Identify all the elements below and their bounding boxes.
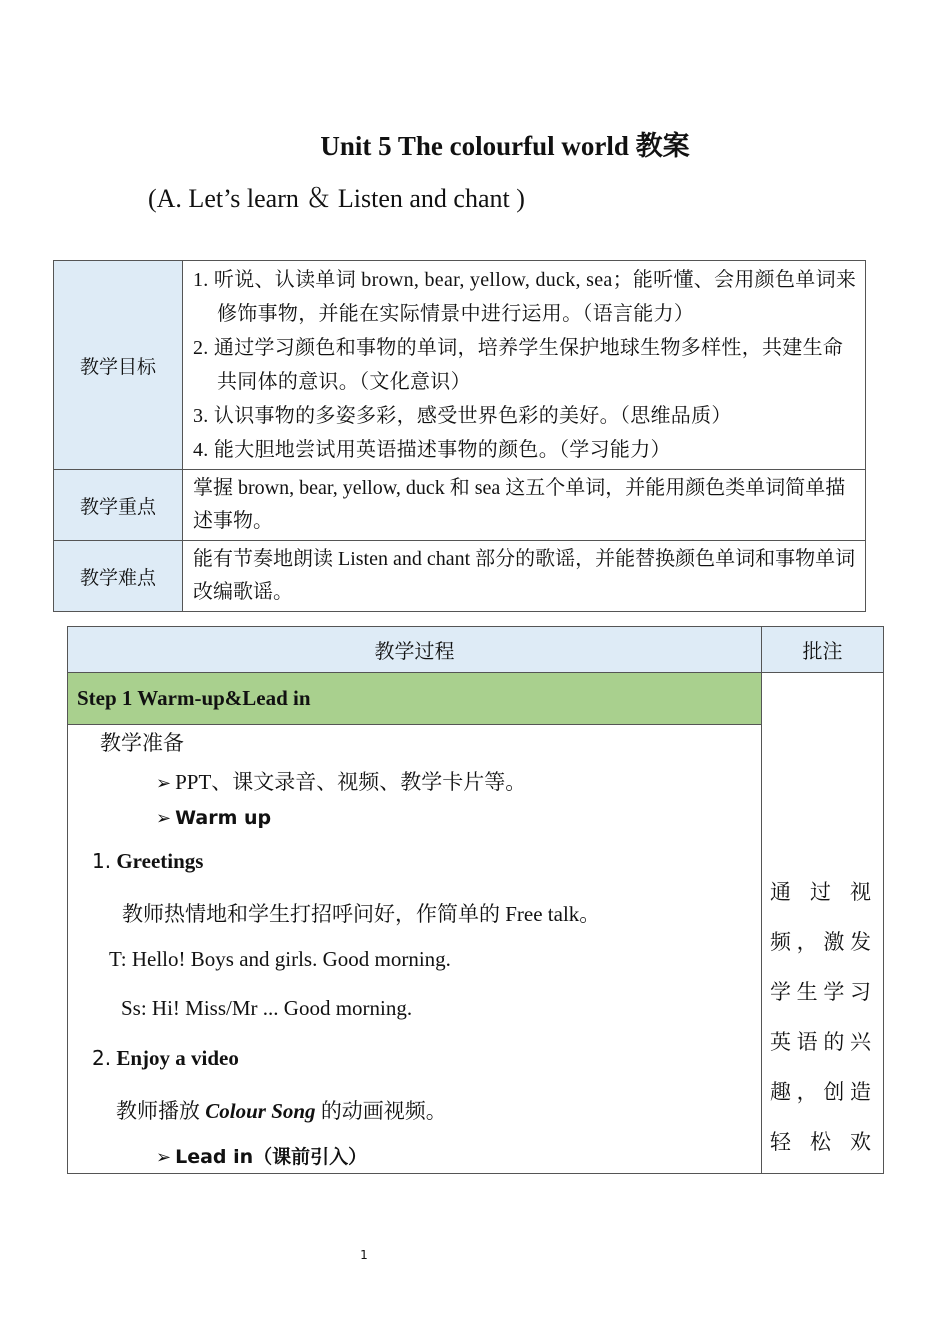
step-title: Step 1 Warm-up&Lead in bbox=[68, 673, 762, 725]
prep-label: 教学准备 bbox=[100, 731, 184, 755]
step-content-cell bbox=[68, 725, 762, 1174]
video-desc: 教师播放 Colour Song 的动画视频。 bbox=[116, 1099, 447, 1123]
header-process: 教学过程 bbox=[68, 627, 762, 673]
page-title: Unit 5 The colourful world 教案 bbox=[320, 131, 690, 161]
table-row bbox=[68, 627, 884, 673]
note-cell: 通过视频，激发学生学习英语的兴趣，创造轻松欢 bbox=[762, 673, 884, 1174]
greetings-desc: 教师热情地和学生打招呼问好，作简单的 Free talk。 bbox=[122, 902, 601, 926]
leadin-label: ➢ Lead in（课前引入） bbox=[156, 1146, 368, 1168]
difficulties-cell: 能有节奏地朗读 Listen and chant 部分的歌谣，并能替换颜色单词和事物单词改编歌谣。 bbox=[183, 541, 866, 612]
process-table bbox=[67, 626, 884, 1174]
row-label-difficulties: 教学难点 bbox=[54, 541, 183, 612]
table-row bbox=[54, 541, 866, 612]
dialogue-students: Ss: Hi! Miss/Mr ... Good morning. bbox=[121, 996, 413, 1020]
key-points-cell: 掌握 brown, bear, yellow, duck 和 sea 这五个单词，并能用颜色类单词简单描述事物。 bbox=[183, 470, 866, 541]
table-row bbox=[68, 673, 884, 725]
prep-item: ➢ PPT、课文录音、视频、教学卡片等。 bbox=[156, 770, 527, 794]
arrow-bullet-icon: ➢ bbox=[156, 1147, 172, 1168]
objectives-table bbox=[53, 260, 866, 612]
video-heading: 2. Enjoy a video bbox=[92, 1046, 239, 1070]
objective-item: 3. 认识事物的多姿多彩，感受世界色彩的美好。（思维品质） bbox=[193, 405, 732, 427]
header-notes: 批注 bbox=[762, 627, 884, 673]
table-row bbox=[68, 725, 884, 1174]
step-content bbox=[68, 725, 761, 1173]
greetings-heading: 1. Greetings bbox=[92, 849, 204, 873]
arrow-bullet-icon: ➢ bbox=[156, 773, 172, 793]
dialogue-teacher: T: Hello! Boys and girls. Good morning. bbox=[109, 947, 451, 971]
table-row bbox=[54, 470, 866, 541]
objective-item: 4. 能大胆地尝试用英语描述事物的颜色。（学习能力） bbox=[193, 439, 671, 461]
row-label-key-points: 教学重点 bbox=[54, 470, 183, 541]
table-row bbox=[54, 261, 866, 470]
page-number: 1 bbox=[360, 1248, 368, 1262]
warmup-label: ➢ Warm up bbox=[156, 807, 272, 829]
page-subtitle: (A. Let’s learn ＆ Listen and chant ) bbox=[148, 184, 525, 213]
objective-item: 2. 通过学习颜色和事物的单词，培养学生保护地球生物多样性，共建生命共同体的意识。（文化意识） bbox=[193, 337, 844, 393]
objectives-cell bbox=[183, 261, 866, 470]
objective-item: 1. 听说、认读单词 brown, bear, yellow, duck, sea；能听懂、会用颜色单词来修饰事物，并能在实际情景中进行运用。（语言能力） bbox=[193, 269, 857, 325]
row-label-objectives: 教学目标 bbox=[54, 261, 183, 470]
arrow-bullet-icon: ➢ bbox=[156, 808, 172, 829]
